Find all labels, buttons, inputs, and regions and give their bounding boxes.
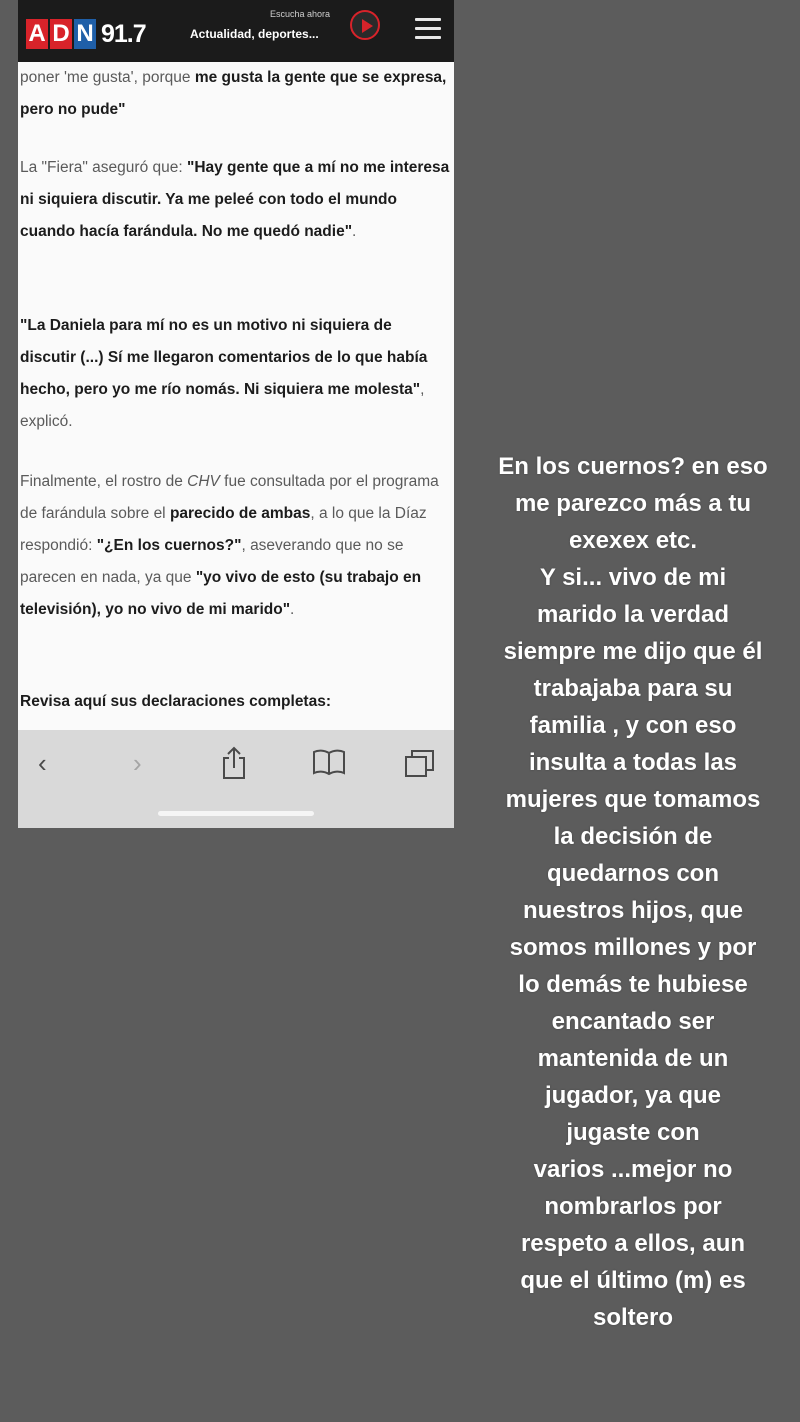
caption-line: jugador, ya que — [544, 1082, 722, 1109]
article-paragraph: "La Daniela para mí no es un motivo ni siquiera de discutir (...) Sí me llegaron comentarios de lo que había hecho, pero yo me río nomás. Ni siquiera me molesta", explicó. — [20, 317, 428, 430]
tabs-icon[interactable] — [404, 748, 436, 778]
caption-line: mantenida de un — [537, 1045, 729, 1072]
story-caption-text — [474, 448, 792, 1336]
hamburger-menu-icon[interactable] — [415, 18, 441, 45]
caption-line: jugaste con — [566, 1119, 700, 1146]
caption-line: me parezco más a tu — [514, 490, 752, 517]
caption-line: lo demás te hubiese — [518, 971, 748, 998]
caption-line: exexex etc. — [568, 527, 698, 554]
article-paragraph: La "Fiera" aseguró que: "Hay gente que a mí no me interesa ni siquiera discutir. Ya me peleé con todo el mundo cuando hacía farándula. No me quedó nadie". — [20, 159, 450, 240]
play-icon[interactable] — [350, 10, 380, 40]
adn-logo[interactable] — [26, 19, 146, 49]
caption-line: nombrarlos por — [544, 1193, 722, 1220]
forward-icon[interactable]: › — [133, 748, 142, 778]
article-body — [18, 62, 454, 730]
caption-line: soltero — [592, 1304, 673, 1331]
caption-line: trabajaba para su — [533, 675, 733, 702]
now-playing-label[interactable]: Actualidad, deportes... — [190, 27, 319, 41]
caption-line: encantado ser — [551, 1008, 715, 1035]
caption-line: marido la verdad — [536, 601, 730, 628]
home-indicator — [158, 811, 314, 816]
share-icon[interactable] — [221, 746, 247, 780]
caption-line: nuestros hijos, que — [522, 897, 744, 924]
listen-now-label: Escucha ahora — [270, 9, 331, 19]
caption-line: familia , y con eso — [529, 712, 737, 739]
caption-line: varios ...mejor no — [533, 1156, 733, 1183]
back-icon[interactable]: ‹ — [38, 748, 47, 778]
caption-line: siempre me dijo que él — [503, 638, 763, 665]
logo-letter-a: A — [26, 19, 48, 49]
caption-line: quedarnos con — [546, 860, 720, 887]
caption-line: respeto a ellos, aun — [520, 1230, 746, 1257]
article-paragraph: Revisa aquí sus declaraciones completas: — [20, 693, 331, 710]
site-header — [18, 0, 454, 62]
logo-letter-n: N — [74, 19, 96, 49]
logo-frequency: 91.7 — [101, 19, 146, 48]
caption-line: somos millones y por — [509, 934, 757, 961]
caption-line: En los cuernos? en eso — [498, 453, 768, 480]
caption-line: la decisión de — [553, 823, 713, 850]
article-paragraph: Finalmente, el rostro de CHV fue consultada por el programa de farándula sobre el parecido de ambas, a lo que la Díaz respondió: "¿En los cuernos?", aseverando que no se parecen en nada, ya que "yo vivo de esto (su trabajo en televisión), yo no vivo de mi marido". — [20, 473, 439, 618]
caption-line: Y si... vivo de mi — [539, 564, 727, 591]
embedded-browser-screenshot — [18, 0, 454, 828]
article-paragraph: poner 'me gusta', porque me gusta la gente que se expresa, pero no pude" — [20, 69, 447, 118]
caption-line: insulta a todas las — [528, 749, 738, 776]
logo-letter-d: D — [50, 19, 72, 49]
browser-toolbar — [18, 730, 454, 828]
bookmarks-icon[interactable] — [312, 748, 346, 776]
caption-line: que el último (m) es — [520, 1267, 746, 1294]
caption-line: mujeres que tomamos — [505, 786, 761, 813]
